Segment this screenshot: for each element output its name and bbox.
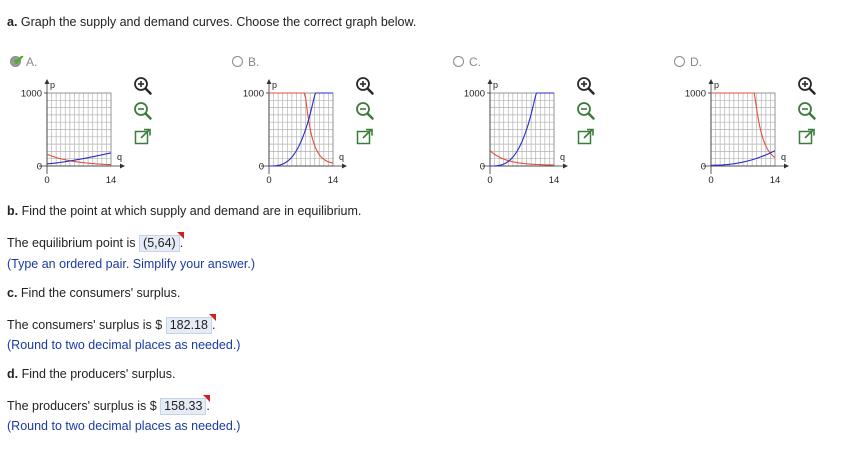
popout-icon[interactable] (576, 127, 596, 147)
graph-grid (490, 93, 554, 166)
equilibrium-prefix: The equilibrium point is (7, 236, 136, 250)
q-axis-arrow-icon (342, 164, 347, 169)
zoom-out-icon[interactable] (797, 101, 817, 121)
p-axis-label: p (272, 80, 278, 90)
producers-surplus-hint: (Round to two decimal places as needed.) (7, 419, 241, 433)
part-a-prompt (7, 15, 416, 29)
zoom-out-icon[interactable] (576, 101, 596, 121)
part-a-label: a. (7, 15, 18, 29)
option-radio[interactable] (232, 56, 243, 67)
p-axis-label: p (50, 80, 56, 90)
q-axis-arrow-icon (563, 164, 568, 169)
p-axis-arrow-icon (45, 79, 50, 84)
equilibrium-hint: (Type an ordered pair. Simplify your answer.) (7, 257, 256, 271)
zoom-in-icon[interactable] (133, 76, 153, 96)
option-radio[interactable] (674, 56, 685, 67)
option-label: A. (26, 55, 38, 69)
producers-surplus-answer-line (7, 398, 210, 415)
zoom-in-icon[interactable] (797, 76, 817, 96)
x-14-tick-label: 14 (105, 175, 117, 186)
popout-icon[interactable] (355, 127, 375, 147)
x-14-tick-label: 14 (327, 175, 339, 186)
consumers-surplus-prefix: The consumers' surplus is $ (7, 318, 163, 332)
feedback-flag-icon (209, 314, 216, 321)
supply-demand-graph (5, 73, 130, 188)
part-d-text: Find the producers' surplus. (21, 367, 176, 381)
part-d-prompt (7, 367, 175, 381)
zoom-out-icon[interactable] (133, 101, 153, 121)
popout-icon[interactable] (797, 127, 817, 147)
graph-grid (269, 93, 333, 166)
supply-demand-graph (669, 73, 794, 188)
checkmark-icon: ✔ (13, 52, 25, 68)
x-zero-tick-label: 0 (708, 175, 714, 186)
option-label: B. (248, 55, 260, 69)
p-axis-label: p (714, 80, 720, 90)
x-zero-tick-label: 0 (266, 175, 272, 186)
equilibrium-answer-box[interactable] (139, 235, 180, 252)
y-zero-tick-label: 0 (700, 161, 706, 173)
part-c-label: c. (7, 286, 18, 300)
p-axis-label: p (493, 80, 499, 90)
graph-option-b[interactable] (227, 53, 437, 186)
zoom-in-icon[interactable] (355, 76, 375, 96)
supply-demand-graph (448, 73, 573, 188)
part-c-text: Find the consumers' surplus. (20, 286, 181, 300)
x-zero-tick-label: 0 (487, 175, 493, 186)
equilibrium-answer-line (7, 235, 183, 252)
y-top-tick-label: 1000 (242, 88, 264, 100)
equilibrium-suffix: . (179, 236, 184, 250)
q-axis-arrow-icon (784, 164, 789, 169)
feedback-flag-icon (177, 232, 184, 239)
q-axis-arrow-icon (120, 164, 125, 169)
x-14-tick-label: 14 (548, 175, 560, 186)
q-axis-label: q (560, 152, 566, 162)
y-zero-tick-label: 0 (36, 161, 42, 173)
part-d-label: d. (7, 367, 19, 381)
supply-demand-graph (227, 73, 352, 188)
p-axis-arrow-icon (488, 79, 493, 84)
p-axis-arrow-icon (709, 79, 714, 84)
y-top-tick-label: 1000 (463, 88, 485, 100)
option-radio[interactable] (453, 56, 464, 67)
q-axis-label: q (339, 152, 345, 162)
part-b-label: b. (7, 204, 19, 218)
consumers-surplus-answer-box[interactable] (166, 317, 212, 334)
part-a-text: Graph the supply and demand curves. Choose the correct graph below. (20, 15, 417, 29)
producers-surplus-answer-box[interactable] (160, 398, 206, 415)
part-c-prompt (7, 286, 180, 300)
graph-option-a[interactable] (5, 52, 215, 186)
x-zero-tick-label: 0 (44, 175, 50, 186)
consumers-surplus-hint: (Round to two decimal places as needed.) (7, 338, 241, 352)
y-top-tick-label: 1000 (20, 88, 42, 100)
equilibrium-answer: (5,64) (143, 236, 176, 250)
y-zero-tick-label: 0 (479, 161, 485, 173)
option-label: D. (690, 55, 702, 69)
producers-surplus-prefix: The producers' surplus is $ (7, 399, 157, 413)
consumers-surplus-answer: 182.18 (169, 318, 208, 332)
producers-surplus-answer: 158.33 (164, 399, 203, 413)
graph-option-c[interactable] (448, 53, 658, 186)
y-top-tick-label: 1000 (684, 88, 706, 100)
zoom-out-icon[interactable] (355, 101, 375, 121)
part-b-prompt (7, 204, 361, 218)
q-axis-label: q (781, 152, 787, 162)
q-axis-label: q (117, 152, 123, 162)
part-b-text: Find the point at which supply and demand are in equilibrium. (21, 204, 362, 218)
x-14-tick-label: 14 (769, 175, 781, 186)
option-label: C. (469, 55, 481, 69)
consumers-surplus-answer-line (7, 317, 215, 334)
consumers-surplus-suffix: . (211, 318, 216, 332)
producers-surplus-suffix: . (206, 399, 210, 413)
popout-icon[interactable] (133, 127, 153, 147)
graph-option-d[interactable] (669, 53, 862, 186)
feedback-flag-icon (203, 395, 210, 402)
zoom-in-icon[interactable] (576, 76, 596, 96)
y-zero-tick-label: 0 (258, 161, 264, 173)
p-axis-arrow-icon (267, 79, 272, 84)
